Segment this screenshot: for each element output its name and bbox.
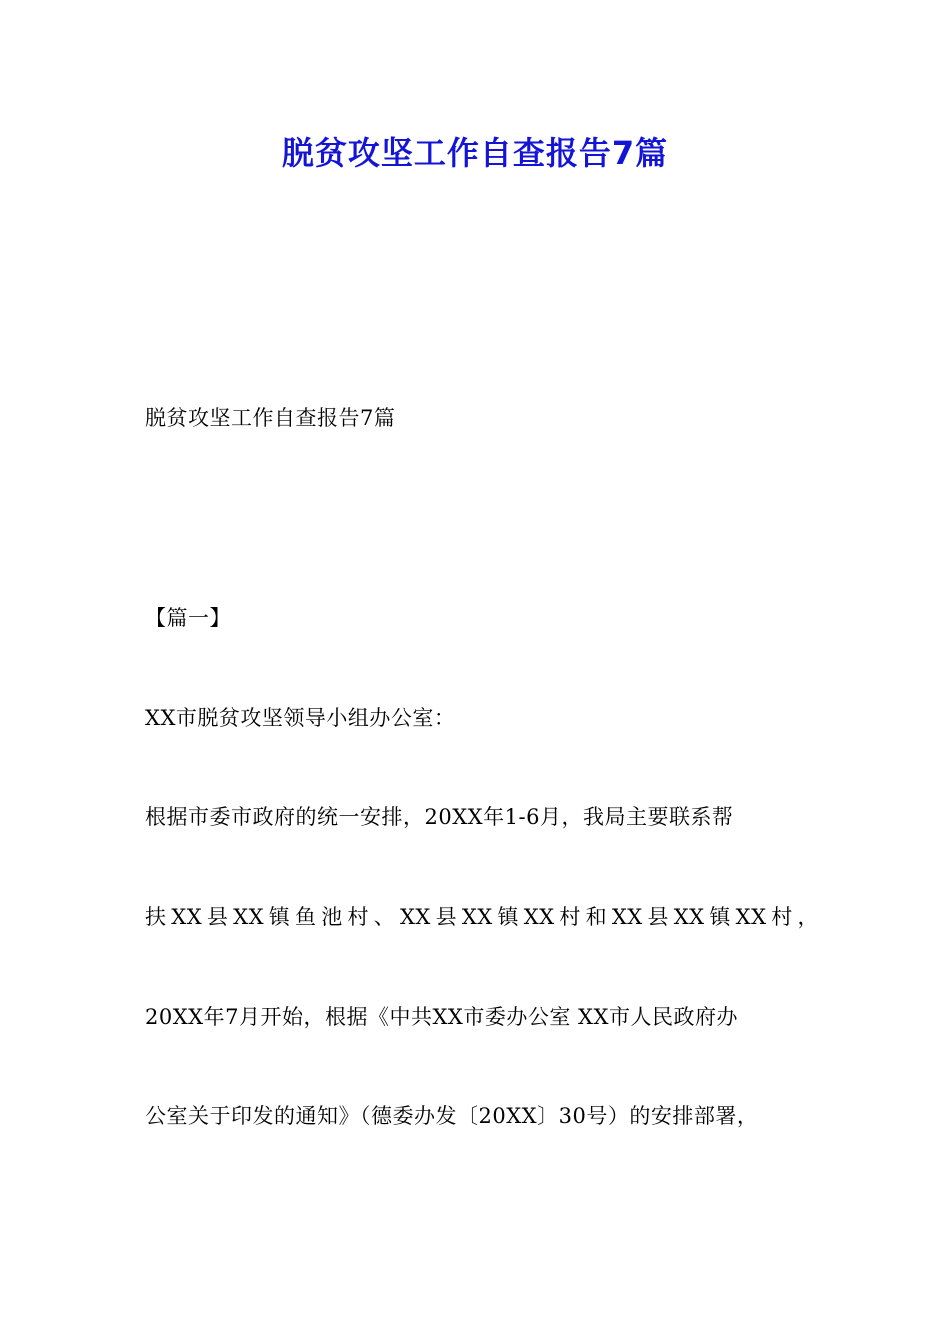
section-heading: 【篇一】 bbox=[145, 606, 231, 630]
body-line-1: 根据市委市政府的统一安排，20XX年1-6月，我局主要联系帮 bbox=[145, 805, 734, 829]
document-subtitle: 脱贫攻坚工作自查报告7篇 bbox=[145, 406, 396, 430]
body-line-3: 20XX年7月开始，根据《中共XX市委办公室 XX市人民政府办 bbox=[145, 1005, 738, 1029]
body-line-2: 扶XX县XX镇鱼池村、XX县XX镇XX村和XX县XX镇XX村， bbox=[145, 905, 819, 929]
salutation: XX市脱贫攻坚领导小组办公室： bbox=[145, 706, 456, 730]
document-title: 脱贫攻坚工作自查报告7篇 bbox=[281, 134, 669, 172]
body-line-4: 公室关于印发的通知》（德委办发〔20XX〕30号）的安排部署， bbox=[145, 1104, 759, 1128]
